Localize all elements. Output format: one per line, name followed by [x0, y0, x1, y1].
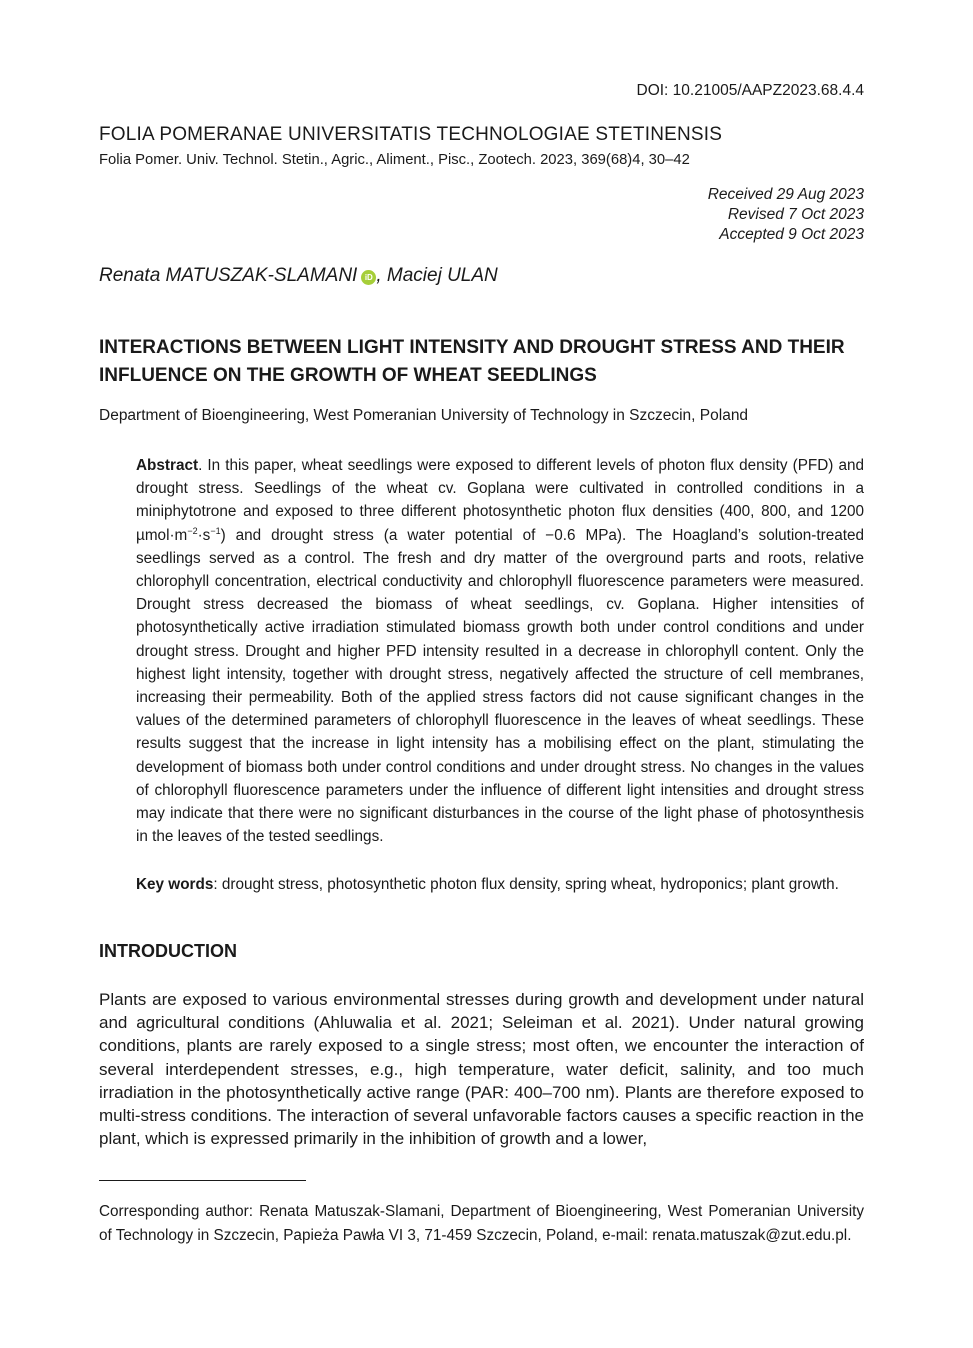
author-list — [99, 265, 498, 287]
abstract-text-3: ) and drought stress (a water potential of −0.6 MPa). The Hoagland’s solution-treated seedlings served as a control. The fresh and dry matter of the overground parts and roots, relative chlorophyll concentration, electrical conductivity and chlorophyll fluorescence parameters were measured. Drought stress decreased the biomass of wheat seedlings, cv. Goplana. Higher intensities of photosynthetically active irradiation stimulated biomass growth both under control conditions and under drought stress. Drought and higher PFD intensity resulted in a decrease in chlorophyll content. Only the highest light intensity, together with drought stress, negatively affected the structure of cell membranes, increasing their permeability. Both of the applied stress factors did not cause significant changes in the values of the determined parameters of chlorophyll fluorescence in the leaves of wheat seedlings. These results suggest that the increase in light intensity has a mobilising effect on the plant, stimulating the development of biomass both under control conditions and under drought stress. No changes in the values of chlorophyll fluorescence parameters under the influence of different light intensities and drought stress may indicate that there were no significant disturbances in the course of the light phase of photosynthesis in the leaves of the tested seedlings. — [136, 526, 864, 846]
doi: DOI: 10.21005/AAPZ2023.68.4.4 — [636, 82, 864, 99]
footnote-divider — [99, 1180, 306, 1181]
abstract-sup-1: −2 — [187, 525, 198, 536]
paper-title: INTERACTIONS BETWEEN LIGHT INTENSITY AND DROUGHT STRESS AND THEIR INFLUENCE ON THE GROWTH OF WHEAT SEEDLINGS — [99, 337, 845, 386]
abstract — [136, 454, 864, 848]
abstract-text-1: . In this paper, wheat seedlings were exposed to different levels of photon flux density (PFD) and drought stress. Seedlings of the wheat cv. Goplana were cultivated in controlled conditions in a miniphytotrone and exposed to three different photosynthetic photon flux densities (400, 800, and 1200 µmol·m — [136, 457, 864, 544]
received-date: Received 29 Aug 2023 — [707, 186, 864, 203]
abstract-sup-2: −1 — [210, 525, 221, 536]
author-rest: , Maciej ULAN — [376, 265, 498, 286]
keywords-label: Key words — [136, 876, 214, 893]
keywords — [136, 873, 864, 897]
corresponding-author-footnote: Corresponding author: Renata Matuszak-Slamani, Department of Bioengineering, West Pomeranian University of Technology in Szczecin, Papieża Pawła VI 3, 71-459 Szczecin, Poland, e-mail: renata.matuszak@zut.edu.pl. — [99, 1203, 864, 1244]
journal-citation: Folia Pomer. Univ. Technol. Stetin., Agric., Aliment., Pisc., Zootech. 2023, 369(68)4, 30–42 — [99, 152, 690, 168]
revised-date: Revised 7 Oct 2023 — [727, 206, 864, 223]
abstract-label: Abstract — [136, 457, 199, 474]
orcid-icon[interactable]: iD — [361, 270, 376, 285]
affiliation: Department of Bioengineering, West Pomeranian University of Technology in Szczecin, Poland — [99, 407, 749, 424]
introduction-paragraph: Plants are exposed to various environmental stresses during growth and development under natural and agricultural conditions (Ahluwalia et al. 2021; Seleiman et al. 2021). Under natural growing conditions, plants are rarely exposed to a single stress; most often, we encounter the interaction of several interdependent stresses, e.g., high temperature, water deficit, salinity, and too much irradiation in the photosynthetically active range (PAR: 400–700 nm). Plants are therefore exposed to multi-stress conditions. The interaction of several unfavorable factors causes a specific reaction in the plant, which is expressed primarily in the inhibition of growth and a lower, — [99, 990, 864, 1149]
author-first: Renata MATUSZAK-SLAMANI — [99, 265, 358, 286]
abstract-text-2: ·s — [197, 526, 211, 544]
keywords-text: : drought stress, photosynthetic photon flux density, spring wheat, hydroponics; plant growth. — [213, 876, 839, 893]
accepted-date: Accepted 9 Oct 2023 — [719, 226, 864, 243]
journal-name: FOLIA POMERANAE UNIVERSITATIS TECHNOLOGIAE STETINENSIS — [99, 124, 723, 145]
introduction-heading: INTRODUCTION — [99, 941, 237, 961]
article-dates — [708, 185, 864, 245]
